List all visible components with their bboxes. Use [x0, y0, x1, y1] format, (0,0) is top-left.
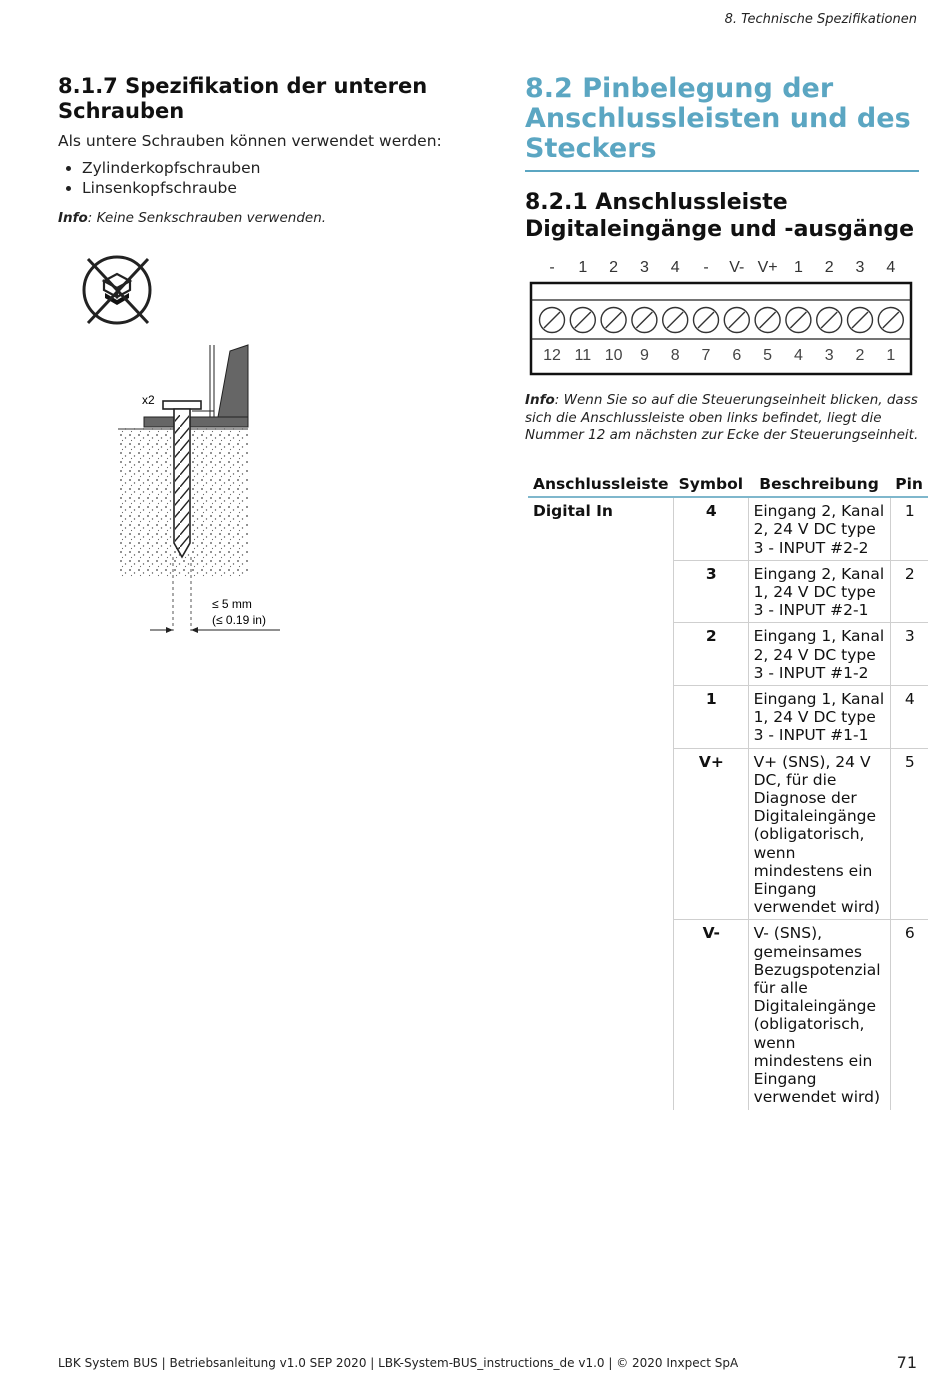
page-footer: LBK System BUS | Betriebsanleitung v1.0 SEP 2020 | LBK-System-BUS_instructions_de v1.0 | © 2020 Inxpect SpA — [58, 1356, 739, 1370]
screw-installation-figure — [110, 343, 290, 643]
no-countersunk-screw-icon — [80, 253, 155, 328]
terminal-top-label: 2 — [609, 259, 619, 276]
terminal-number-label: 3 — [824, 347, 834, 364]
column-header-pin: Pin — [890, 474, 928, 497]
terminal-number-label: 12 — [543, 347, 561, 364]
symbol-cell: V+ — [674, 748, 748, 920]
column-header-description: Beschreibung — [748, 474, 890, 497]
info-note — [58, 209, 458, 227]
terminal-top-label: 1 — [578, 259, 588, 276]
terminal-number-label: 4 — [793, 347, 803, 364]
description-cell: Eingang 1, Kanal 2, 24 V DC type 3 - INPUT #1-2 — [748, 623, 890, 686]
terminal-number-label: 9 — [639, 347, 649, 364]
terminal-number-label: 8 — [670, 347, 680, 364]
terminal-top-label: 4 — [670, 259, 680, 276]
intro-text: Als untere Schrauben können verwendet werden: — [58, 132, 442, 150]
terminal-top-label: - — [549, 259, 555, 276]
dimension-label-in: (≤ 0.19 in) — [212, 613, 266, 627]
info-label: Info — [525, 392, 555, 408]
pin-cell: 1 — [890, 497, 928, 560]
terminal-top-label: 1 — [793, 259, 803, 276]
info-text: : Wenn Sie so auf die Steuerungseinheit blicken, dass sich die Anschlussleiste oben links befindet, liegt die Nummer 12 am nächsten zur Ecke der Steuerungseinheit. — [525, 392, 919, 443]
pin-assignment-table — [528, 474, 928, 1110]
running-header: 8. Technische Spezifikationen — [724, 12, 917, 27]
pin-cell: 4 — [890, 686, 928, 749]
table-header-row — [528, 474, 928, 497]
terminal-number-label: 7 — [701, 347, 711, 364]
pin-cell: 3 — [890, 623, 928, 686]
screw-type-list — [58, 158, 458, 198]
terminal-number-label: 10 — [604, 347, 623, 364]
left-column — [58, 74, 458, 227]
section-heading-8-2: 8.2 Pinbelegung der Anschlussleisten und des Steckers — [525, 74, 919, 172]
info-label: Info — [58, 210, 88, 226]
symbol-cell: 1 — [674, 686, 748, 749]
terminal-info-note — [525, 392, 919, 445]
terminal-number-label: 11 — [574, 347, 592, 364]
section-heading-8-2-1: 8.2.1 Anschlussleiste Digitaleingänge und -ausgänge — [525, 190, 915, 242]
description-cell: Eingang 1, Kanal 1, 24 V DC type 3 - INPUT #1-1 — [748, 686, 890, 749]
terminal-top-label: V- — [729, 259, 745, 276]
terminal-top-label: 3 — [639, 259, 649, 276]
terminal-number-label: 2 — [855, 347, 865, 364]
section-heading-8-1-7: 8.1.7 Spezifikation der unteren Schrauben — [58, 74, 428, 123]
terminal-top-label: - — [703, 259, 709, 276]
terminal-number-label: 5 — [763, 347, 773, 364]
description-cell: V+ (SNS), 24 V DC, für die Diagnose der Digitaleingänge (obligatorisch, wenn mindestens ein Eingang verwendet wird) — [748, 748, 890, 920]
terminal-number-label: 1 — [886, 347, 896, 364]
symbol-cell: 2 — [674, 623, 748, 686]
terminal-number-label: 6 — [732, 347, 742, 364]
symbol-cell: 3 — [674, 560, 748, 623]
table-row — [528, 497, 928, 560]
description-cell: Eingang 2, Kanal 2, 24 V DC type 3 - INPUT #2-2 — [748, 497, 890, 560]
column-header-symbol: Symbol — [674, 474, 748, 497]
dimension-label-mm: ≤ 5 mm — [212, 597, 252, 611]
right-column — [525, 74, 919, 243]
terminal-top-label: V+ — [757, 259, 778, 276]
info-text: : Keine Senkschrauben verwenden. — [87, 210, 327, 226]
terminal-group-label: Digital In — [533, 502, 613, 521]
terminal-top-label: 3 — [855, 259, 865, 276]
pin-cell: 5 — [890, 748, 928, 920]
column-header-terminal: Anschlussleiste — [528, 474, 674, 497]
terminal-top-label: 4 — [886, 259, 896, 276]
description-cell: Eingang 2, Kanal 1, 24 V DC type 3 - INPUT #2-1 — [748, 560, 890, 623]
page-number: 71 — [896, 1353, 917, 1372]
terminal-top-label: 2 — [824, 259, 834, 276]
pin-cell: 2 — [890, 560, 928, 623]
quantity-label: x2 — [142, 393, 155, 407]
symbol-cell: V- — [674, 920, 748, 1110]
list-item: • Zylinderkopfschrauben — [82, 158, 458, 178]
terminal-block-diagram — [529, 255, 915, 377]
pin-cell: 6 — [904, 924, 915, 943]
list-item: • Linsenkopfschraube — [82, 178, 458, 198]
symbol-cell: 4 — [674, 497, 748, 560]
description-cell: V- (SNS), gemeinsames Bezugspotenzial für alle Digitaleingänge (obligatorisch, wenn mindestens ein Eingang verwendet wird) — [748, 920, 890, 1110]
